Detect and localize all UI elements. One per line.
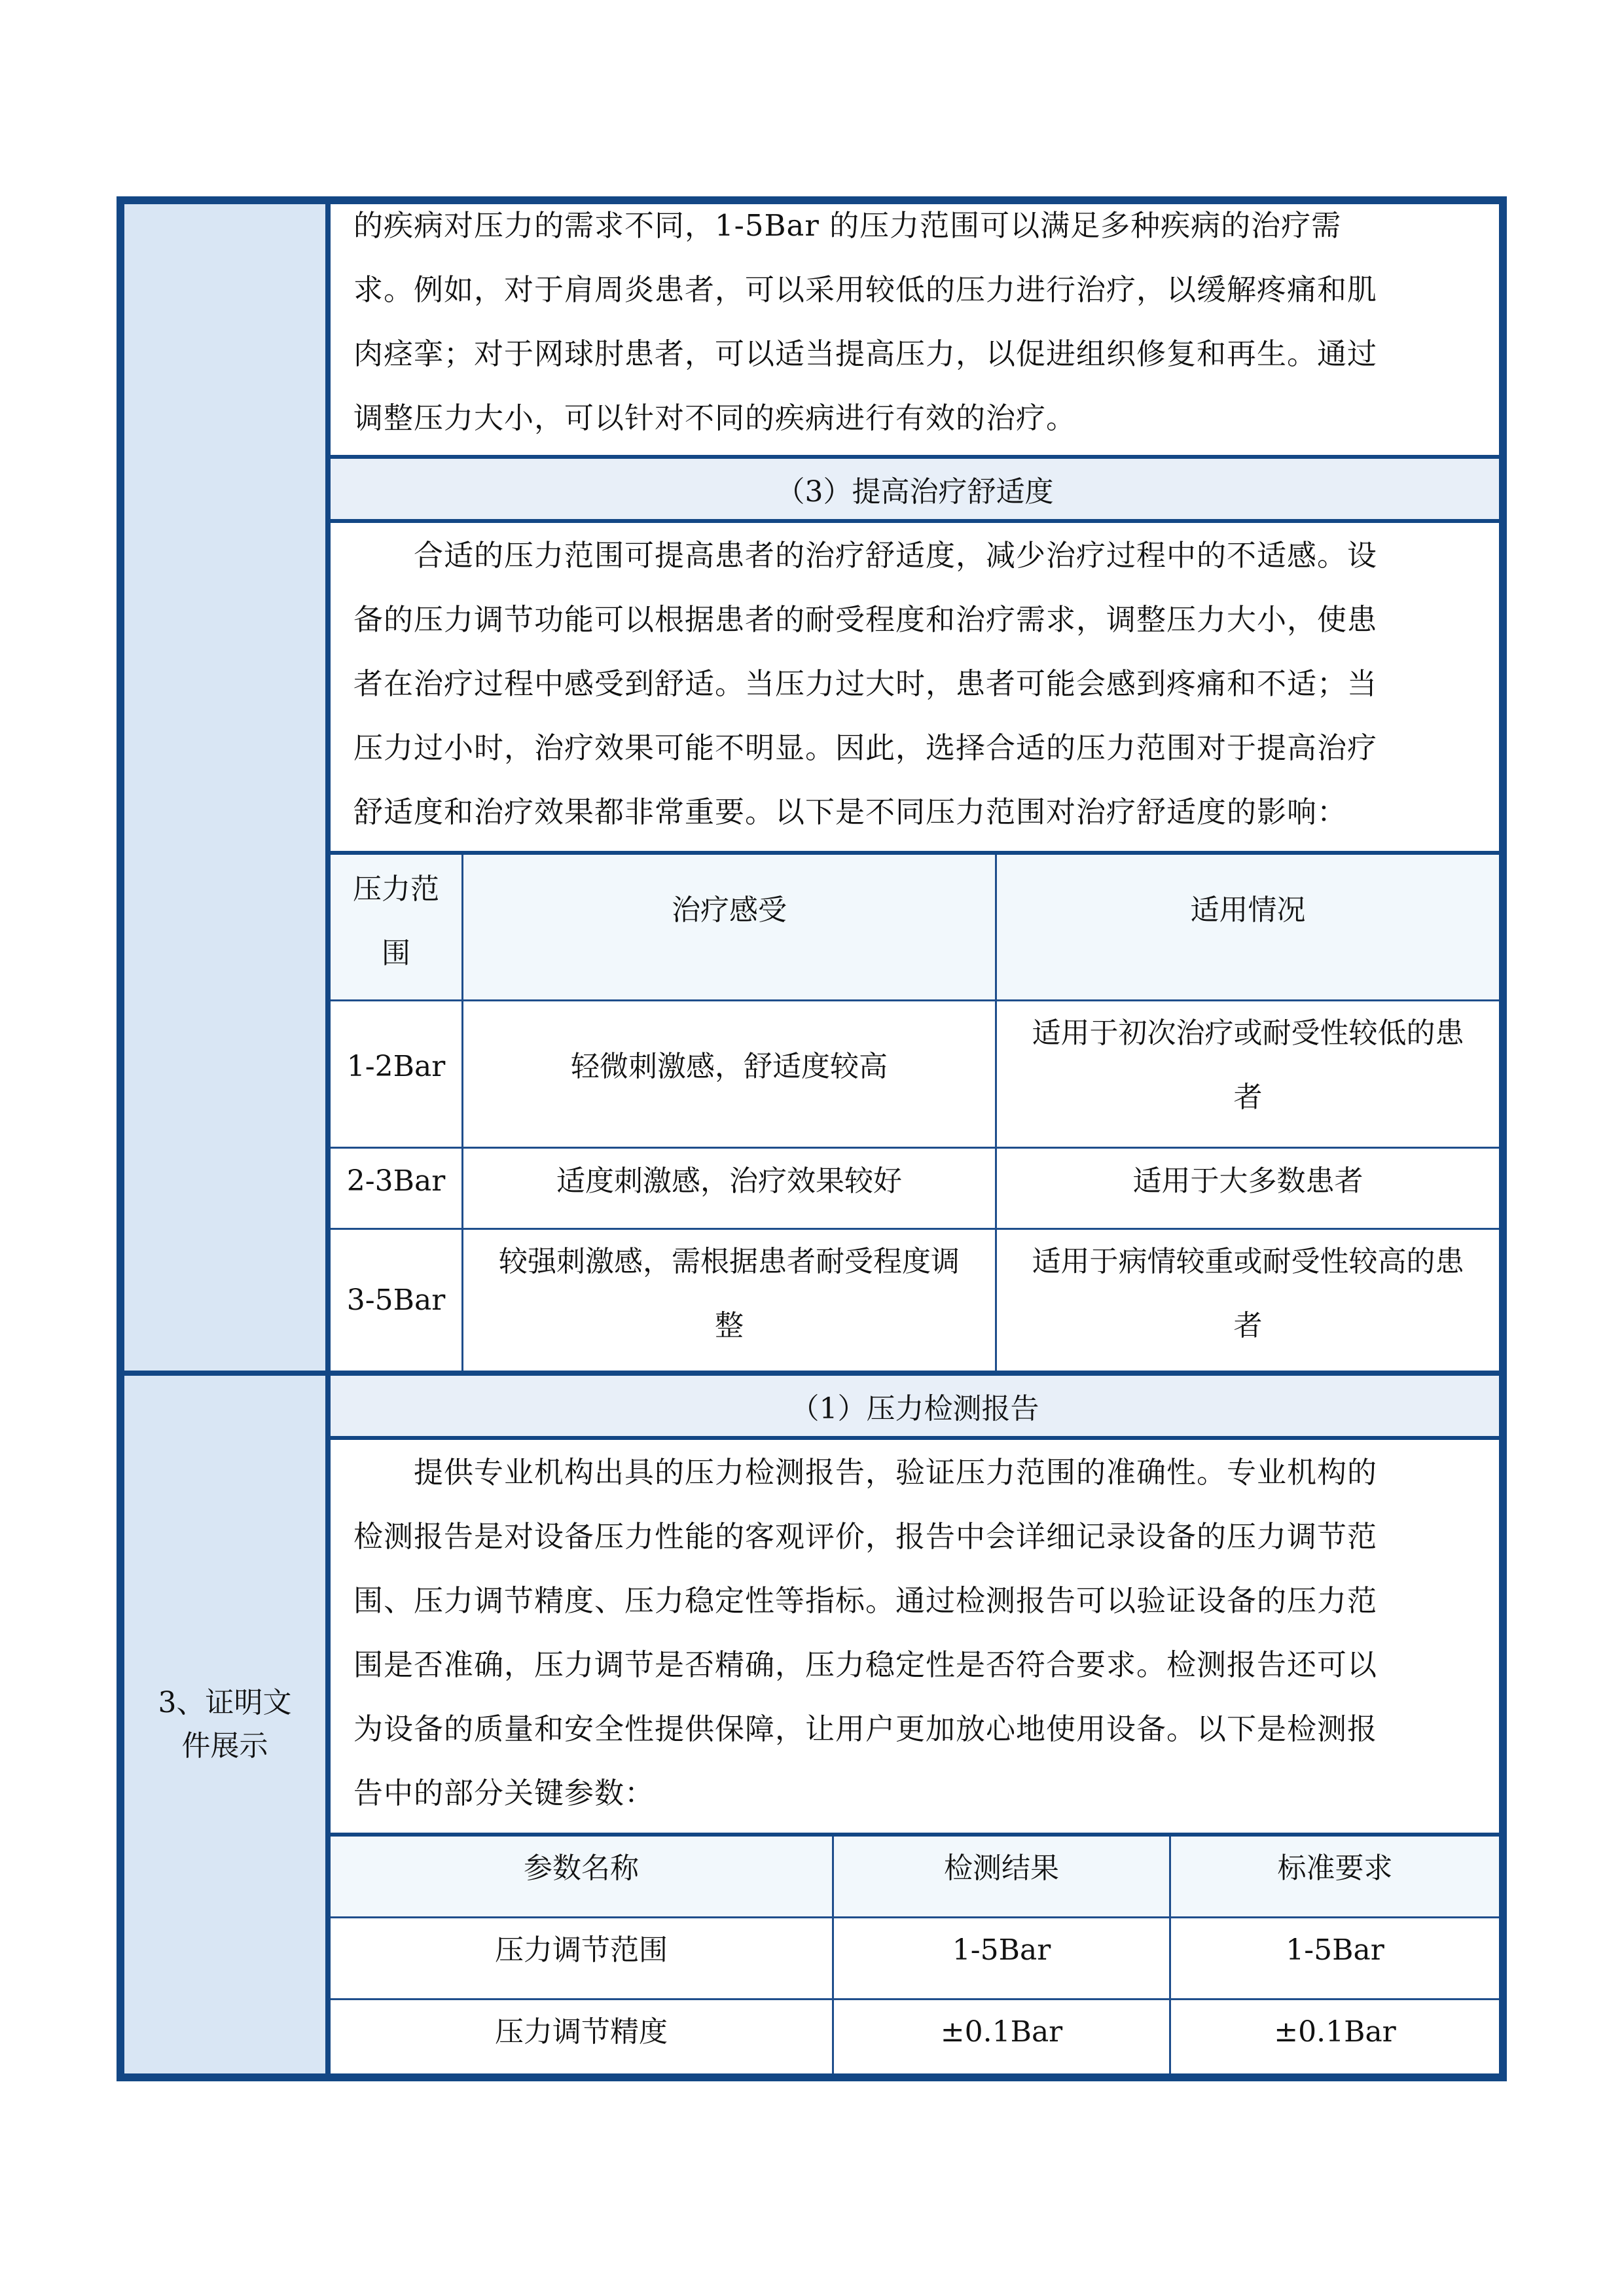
paragraph-line [353, 524, 1479, 588]
paragraph-line: 肉痉挛；对于网球肘患者，可以适当提高压力，以促进组织修复和再生。通过 [353, 336, 1378, 371]
paragraph-text: 提供专业机构出具的压力检测报告，验证压力范围的准确性。专业机构的 [414, 1455, 1378, 1490]
header-text: 治疗感受 [672, 893, 787, 927]
comfort-row-3-usage [997, 1230, 1499, 1371]
param-header-standard [1171, 1837, 1499, 1916]
paragraph-text: 合适的压力范围可提高患者的治疗舒适度，减少治疗过程中的不适感。设 [414, 538, 1378, 573]
header-text: 围 [382, 937, 410, 970]
comfort-row-2-usage [997, 1149, 1499, 1214]
subheading-comfort-text: （3）提高治疗舒适度 [776, 475, 1054, 509]
section-divider [124, 1371, 1499, 1376]
section-3-label [158, 1681, 292, 1768]
param-header-result [834, 1837, 1169, 1916]
cell-text: ±0.1Bar [940, 2015, 1063, 2049]
param-header-name [331, 1837, 832, 1916]
comfort-paragraph [353, 524, 1479, 844]
param-row-1-standard [1171, 1918, 1499, 1998]
param-row-1-result [834, 1918, 1169, 1998]
continued-paragraph [353, 194, 1479, 450]
cell-text: 压力调节精度 [495, 2015, 668, 2049]
comfort-header-range [331, 857, 461, 1000]
comfort-row-3-range [331, 1230, 461, 1371]
subheading-comfort [331, 459, 1499, 519]
cell-text: 轻微刺激感，舒适度较高 [571, 1050, 888, 1083]
param-row-2-name [331, 2000, 832, 2073]
cell-text: 较强刺激感，需根据患者耐受程度调 [499, 1245, 960, 1278]
subheading-pressure-report-text: （1）压力检测报告 [790, 1392, 1039, 1426]
param-row-2-standard [1171, 2000, 1499, 2073]
paragraph-line: 求。例如，对于肩周炎患者，可以采用较低的压力进行治疗，以缓解疼痛和肌 [353, 272, 1378, 307]
param-row-1-name [331, 1918, 832, 1998]
rule [331, 1436, 1499, 1440]
header-text: 检测结果 [944, 1852, 1059, 1885]
header-text: 适用情况 [1190, 893, 1306, 927]
cell-text: 压力调节范围 [495, 1933, 668, 1967]
paragraph-line: 者在治疗过程中感受到舒适。当压力过大时，患者可能会感到疼痛和不适；当 [353, 666, 1378, 701]
cell-text: 整 [715, 1309, 744, 1342]
cell-text: 者 [1233, 1309, 1263, 1342]
comfort-row-1-range [331, 1001, 461, 1132]
comfort-row-2-range [331, 1149, 461, 1214]
cell-text: 2-3Bar [346, 1164, 446, 1198]
cell-text: ±0.1Bar [1274, 2015, 1396, 2049]
paragraph-line: 围是否准确，压力调节是否精确，压力稳定性是否符合要求。检测报告还可以 [353, 1647, 1378, 1682]
cell-text: 适用于初次治疗或耐受性较低的患 [1032, 1016, 1464, 1050]
cell-text: 1-5Bar [1286, 1933, 1384, 1967]
cell-text: 者 [1233, 1081, 1263, 1114]
cell-text: 适用于大多数患者 [1132, 1164, 1363, 1198]
report-paragraph [353, 1441, 1479, 1825]
section-3-label-line-2: 件展示 [181, 1729, 268, 1763]
subheading-pressure-report [331, 1376, 1499, 1436]
cell-text: 3-5Bar [346, 1283, 446, 1317]
left-column-section-3 [124, 1375, 325, 2073]
paragraph-line: 压力过小时，治疗效果可能不明显。因此，选择合适的压力范围对于提高治疗 [353, 730, 1378, 765]
comfort-header-feeling [463, 855, 995, 966]
cell-text: 1-5Bar [952, 1933, 1051, 1967]
comfort-row-3-feeling [463, 1230, 995, 1371]
comfort-row-2-feeling [463, 1149, 995, 1214]
paragraph-line: 调整压力大小，可以针对不同的疾病进行有效的治疗。 [353, 401, 1077, 435]
paragraph-line [353, 1441, 1479, 1505]
header-text: 标准要求 [1277, 1852, 1393, 1885]
paragraph-line: 舒适度和治疗效果都非常重要。以下是不同压力范围对治疗舒适度的影响： [353, 795, 1348, 829]
param-row-2-result [834, 2000, 1169, 2073]
left-column-upper [124, 204, 325, 1371]
paragraph-line: 的疾病对压力的需求不同，1-5Bar 的压力范围可以满足多种疾病的治疗需 [353, 208, 1342, 243]
section-3-label-line-1: 3、证明文 [158, 1685, 292, 1719]
paragraph-line: 告中的部分关键参数： [353, 1776, 655, 1810]
column-divider [325, 204, 331, 2073]
cell-text: 适用于病情较重或耐受性较高的患 [1032, 1245, 1464, 1278]
rule [331, 519, 1499, 523]
cell-text: 1-2Bar [346, 1050, 446, 1083]
paragraph-line: 检测报告是对设备压力性能的客观评价，报告中会详细记录设备的压力调节范 [353, 1519, 1378, 1554]
paragraph-line: 备的压力调节功能可以根据患者的耐受程度和治疗需求，调整压力大小，使患 [353, 602, 1378, 637]
paragraph-line: 围、压力调节精度、压力稳定性等指标。通过检测报告可以验证设备的压力范 [353, 1583, 1378, 1618]
cell-text: 适度刺激感，治疗效果较好 [556, 1164, 902, 1198]
comfort-header-usage [997, 855, 1499, 966]
comfort-row-1-feeling [463, 1001, 995, 1132]
header-text: 参数名称 [524, 1852, 639, 1885]
header-text: 压力范 [353, 872, 439, 906]
paragraph-line: 为设备的质量和安全性提供保障，让用户更加放心地使用设备。以下是检测报 [353, 1712, 1378, 1746]
comfort-row-1-usage [997, 1001, 1499, 1147]
